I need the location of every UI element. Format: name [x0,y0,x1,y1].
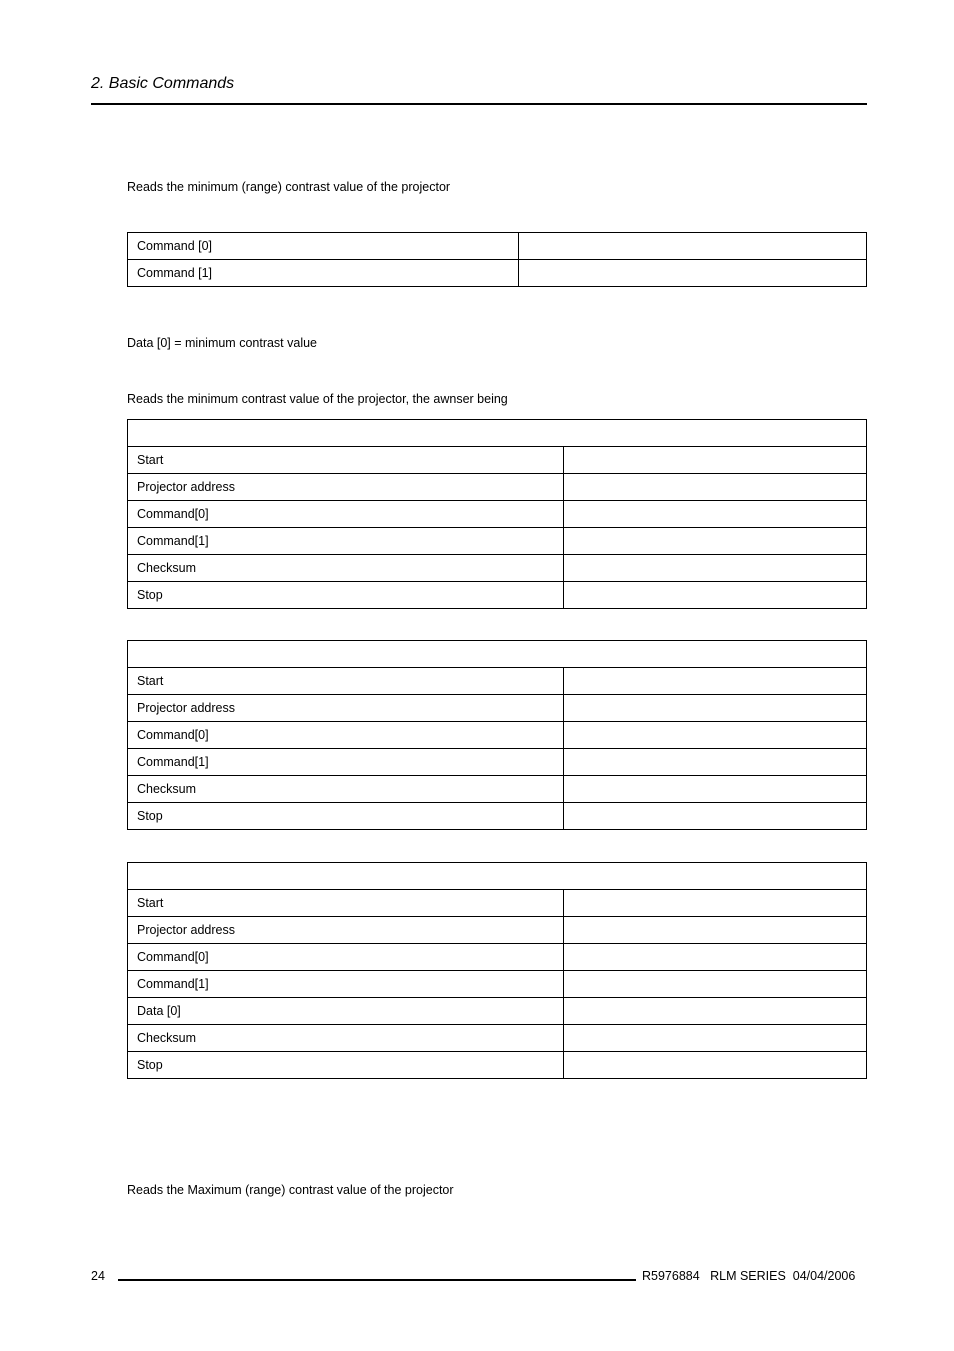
field-cell: Stop [128,803,564,830]
value-cell [564,722,867,749]
table-row [128,917,867,944]
page-header-title: 2. Basic Commands [91,75,235,92]
value-cell [564,582,867,609]
value-cell [564,971,867,998]
table-row [128,233,867,260]
table-row [128,501,867,528]
table-header-row [128,641,867,668]
table-row [128,1025,867,1052]
example-description: Reads the minimum contrast value of the projector, the awnser being [127,392,508,406]
table-row [128,474,867,501]
header-divider [91,103,867,105]
field-cell: Command[1] [128,528,564,555]
header-cell [128,641,867,668]
header-cell [128,420,867,447]
footer-divider [118,1279,636,1281]
min-range-data-note: Data [0] = minimum contrast value [127,336,318,350]
value-cell [564,555,867,582]
command-cell: Command [0] [128,233,519,260]
value-cell [519,233,867,260]
table-row [128,890,867,917]
page-number: 24 [91,1269,105,1283]
header-cell [128,863,867,890]
min-range-command-table [127,232,867,287]
field-cell: Start [128,447,564,474]
table-row [128,722,867,749]
field-cell: Checksum [128,555,564,582]
field-cell: Projector address [128,695,564,722]
field-cell: Checksum [128,1025,564,1052]
max-range-description: Reads the Maximum (range) contrast value of the projector [127,1183,454,1197]
value-cell [564,1052,867,1079]
value-cell [564,501,867,528]
footer-doc-info: R5976884 RLM SERIES 04/04/2006 [642,1269,856,1283]
table-row [128,582,867,609]
field-cell: Checksum [128,776,564,803]
field-cell: Start [128,668,564,695]
field-cell: Start [128,890,564,917]
table-row [128,695,867,722]
field-cell: Stop [128,1052,564,1079]
field-cell: Command[0] [128,722,564,749]
value-cell [564,1025,867,1052]
field-cell: Stop [128,582,564,609]
table-row [128,803,867,830]
table-row [128,944,867,971]
value-cell [564,776,867,803]
example-command-table [127,419,867,609]
field-cell: Command[1] [128,749,564,776]
table-row [128,668,867,695]
table-row [128,776,867,803]
value-cell [564,944,867,971]
table-row [128,998,867,1025]
table-header-row [128,863,867,890]
field-cell: Command[1] [128,971,564,998]
value-cell [564,447,867,474]
table-row [128,528,867,555]
value-cell [564,528,867,555]
value-cell [519,260,867,287]
value-cell [564,668,867,695]
table-header-row [128,420,867,447]
table-row [128,555,867,582]
table-row [128,971,867,998]
field-cell: Projector address [128,917,564,944]
value-cell [564,998,867,1025]
field-cell: Projector address [128,474,564,501]
example-ack-table [127,640,867,830]
example-answer-table [127,862,867,1079]
value-cell [564,917,867,944]
value-cell [564,474,867,501]
field-cell: Command[0] [128,501,564,528]
value-cell [564,749,867,776]
table-row [128,749,867,776]
field-cell: Data [0] [128,998,564,1025]
command-cell: Command [1] [128,260,519,287]
field-cell: Command[0] [128,944,564,971]
value-cell [564,695,867,722]
table-row [128,1052,867,1079]
value-cell [564,890,867,917]
value-cell [564,803,867,830]
min-range-description: Reads the minimum (range) contrast value of the projector [127,180,451,194]
table-row [128,260,867,287]
table-row [128,447,867,474]
